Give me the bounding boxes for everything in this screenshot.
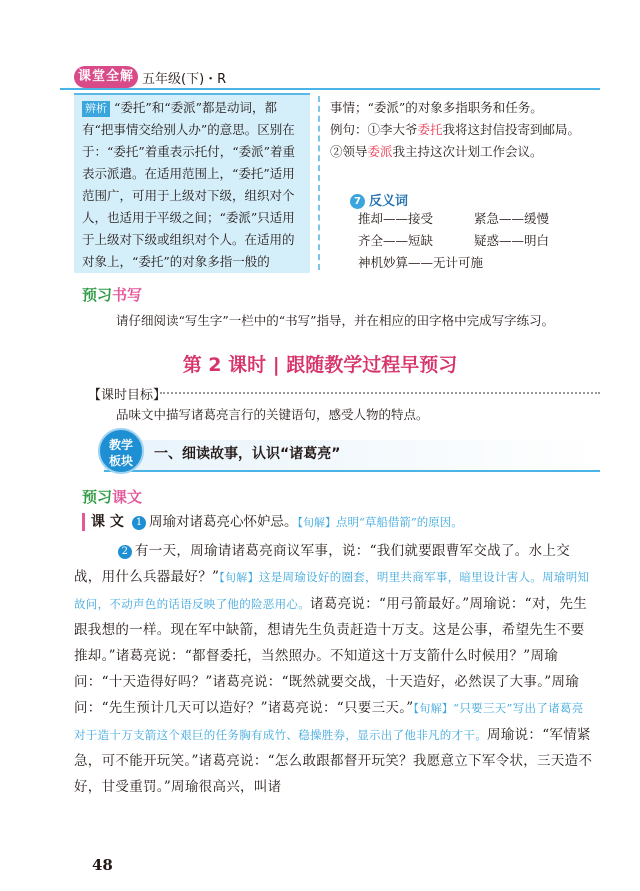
antonym-heading [350, 190, 408, 209]
paragraph-number-icon: 1 [132, 516, 146, 530]
paragraph-number-icon: 2 [118, 545, 132, 559]
goal-dotted-rule [160, 392, 600, 394]
grade-label: 五年级(下)・R [142, 72, 227, 87]
paragraph-2-text-b: 诸葛亮说：“用弓箭最好。”周瑜说：“对，先生跟我想的一样。现在军中缺箭，想请先生负责赶造十万支。这是公事，希望先生不要推却。”诸葛亮说：“都督委托，当然照办。不知道这十万支箭什么时候用？”周瑜问：“十天造得好吗？”诸葛亮说：“既然就要交战，十天造好，必然误了大事。”周瑜问：“先生预计几天可以造好？”诸葛亮说：“只要三天。” [74, 596, 588, 716]
badge-writing: 书写 [112, 286, 143, 304]
module-title: 一、细读故事，认识“诸葛亮” [154, 446, 341, 462]
sentence-note-tag: 【旬解】 [297, 516, 336, 529]
example-sentence [330, 119, 590, 163]
analysis-text [82, 97, 306, 273]
antonym-pair: 推却——接受 [358, 211, 434, 226]
paragraph-2 [74, 538, 594, 800]
highlight-weipai: 委派 [367, 144, 393, 159]
sentence-note: 点明“草船借箭”的原因。 [336, 515, 463, 529]
goal-heading: 【课时目标】 [88, 388, 167, 403]
sentence-note-tag: 【旬解】 [413, 702, 454, 715]
preview-text-badge [82, 486, 142, 507]
header-rule [60, 88, 600, 90]
highlight-weituo: 委托 [417, 122, 443, 137]
sentence-note-tag: 【旬解】 [219, 571, 259, 584]
antonym-pair: 齐全——短缺 [358, 233, 434, 248]
antonym-pair: 紧急——缓慢 [474, 211, 550, 226]
sentence-note: “只要三天”写出了诸葛亮对于造十万支箭这个艰巨的任务胸有成竹、稳操胜券，显示出了他非凡的才干。 [74, 701, 584, 742]
book-logo: 课堂全解 [74, 66, 138, 88]
preview-writing-text: 请仔细阅读“写生字”一栏中的“书写”指导，并在相应的田字格中完成写字练习。 [116, 313, 555, 328]
badge-preview: 预习 [82, 286, 113, 304]
antonym-pair: 疑惑——明白 [474, 233, 550, 248]
analysis-continuation [330, 97, 590, 163]
paragraph-2-text-a: 有一天，周瑜请诸葛亮商议军事，说：“我们就要跟曹军交战了。水上交战，用什么兵器最好？” [74, 543, 571, 585]
example-prefix: 例句：①李大爷 [330, 122, 418, 137]
lesson-title: 第 2 课时 | 跟随教学过程早预习 [182, 354, 458, 376]
module-badge-top: 教学 [108, 438, 133, 452]
sentence-note: 这是周瑜设好的圈套，明里共商军事，暗里设计害人。周瑜明知故问，不动声色的话语反映了他的险恶用心。 [74, 570, 590, 611]
module-badge [98, 428, 144, 474]
analysis-body: “委托”和“委派”都是动词，都有“把事情交给别人办”的意思。区别在于：“委托”着重表示托付，“委派”着重表示派遣。在适用范围上，“委托”适用范围广，可用于上级对下级，组织对个人，也适用于平级之间；“委派”只适用于上级对下级或组织对个人。在适用的对象上，“委托”的对象多指一般的 [82, 100, 296, 269]
page-number: 48 [92, 856, 113, 874]
column-divider [318, 96, 320, 270]
badge-text: 课文 [112, 488, 143, 506]
antonym-title: 反义词 [369, 194, 409, 209]
example-suffix: 我主持这次计划工作会议。 [392, 144, 543, 159]
paragraph-1 [132, 513, 463, 532]
module-badge-bottom: 板块 [108, 454, 133, 468]
paragraph-2-text-c: 周瑜说：“军情紧急，可不能开玩笑。”诸葛亮说：“怎么敢跟都督开玩笑？我愿意立下军令状，三天造不好，甘受重罚。”周瑜很高兴，叫诸 [74, 727, 593, 795]
example-mid: 我将这封信投寄到邮局。②领导 [330, 122, 581, 159]
antonym-pair: 神机妙算——无计可施 [358, 255, 484, 270]
goal-text: 品味文中描写诸葛亮言行的关键语句，感受人物的特点。 [116, 407, 429, 422]
badge-preview: 预习 [82, 488, 113, 506]
kewen-label: 课 文 [82, 513, 124, 531]
analysis-tag: 辨析 [82, 101, 110, 117]
preview-writing-badge [82, 284, 142, 305]
antonym-number-icon: 7 [350, 194, 365, 209]
paragraph-1-text: 周瑜对诸葛亮心怀妒忌。 [149, 514, 298, 530]
analysis-continuation-line: 事情；“委派”的对象多指职务和任务。 [330, 100, 543, 115]
